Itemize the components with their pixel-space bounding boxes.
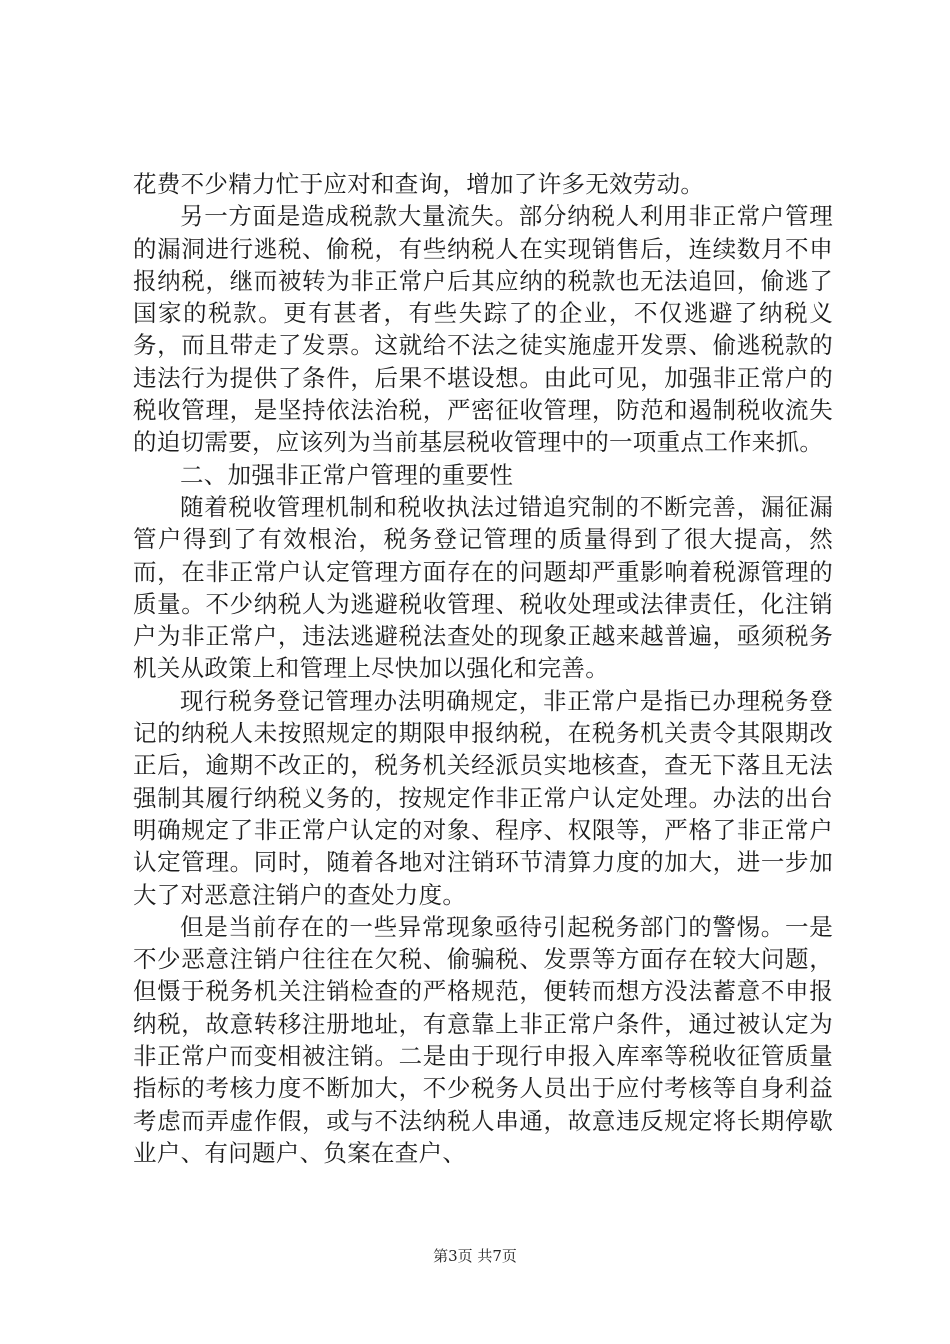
- document-body: [133, 168, 833, 1169]
- paragraph-importance: 随着税收管理机制和税收执法过错追究制的不断完善，漏征漏管户得到了有效根治，税务登记管理的质量得到了很大提高，然而，在非正常户认定管理方面存在的问题却严重影响着税源管理的质量。不少纳税人为逃避税收管理、税收处理或法律责任，化注销户为非正常户，违法逃避税法查处的现象正越来越普遍，亟须税务机关从政策上和管理上尽快加以强化和完善。: [133, 492, 833, 683]
- paragraph-regulation: 现行税务登记管理办法明确规定，非正常户是指已办理税务登记的纳税人未按照规定的期限申报纳税，在税务机关责令其限期改正后，逾期不改正的，税务机关经派员实地核查，查无下落且无法强制其履行纳税义务的，按规定作非正常户认定处理。办法的出台明确规定了非正常户认定的对象、程序、权限等，严格了非正常户认定管理。同时，随着各地对注销环节清算力度的加大，进一步加大了对恶意注销户的查处力度。: [133, 686, 833, 909]
- page-footer: 第3页 共7页: [433, 1247, 517, 1265]
- paragraph-anomalies: 但是当前存在的一些异常现象亟待引起税务部门的警惕。一是不少恶意注销户往往在欠税、偷骗税、发票等方面存在较大问题，但慑于税务机关注销检查的严格规范，便转而想方没法蓄意不申报纳税，故意转移注册地址，有意靠上非正常户条件，通过被认定为非正常户而变相被注销。二是由于现行申报入库率等税收征管质量指标的考核力度不断加大，不少税务人员出于应付考核等自身利益考虑而弄虚作假，或与不法纳税人串通，故意违反规定将长期停歇业户、有问题户、负案在查户、: [133, 912, 833, 1167]
- paragraph-tax-loss: 另一方面是造成税款大量流失。部分纳税人利用非正常户管理的漏洞进行逃税、偷税，有些纳税人在实现销售后，连续数月不申报纳税，继而被转为非正常户后其应纳的税款也无法追回，偷逃了国家的税款。更有甚者，有些失踪了的企业，不仅逃避了纳税义务，而且带走了发票。这就给不法之徒实施虚开发票、偷逃税款的违法行为提供了条件，后果不堪设想。由此可见，加强非正常户的税收管理，是坚持依法治税，严密征收管理，防范和遏制税收流失的迫切需要，应该列为当前基层税收管理中的一项重点工作来抓。: [133, 202, 833, 457]
- paragraph-continuation: 花费不少精力忙于应对和查询，增加了许多无效劳动。: [133, 170, 705, 198]
- section-heading: 二、加强非正常户管理的重要性: [180, 460, 514, 489]
